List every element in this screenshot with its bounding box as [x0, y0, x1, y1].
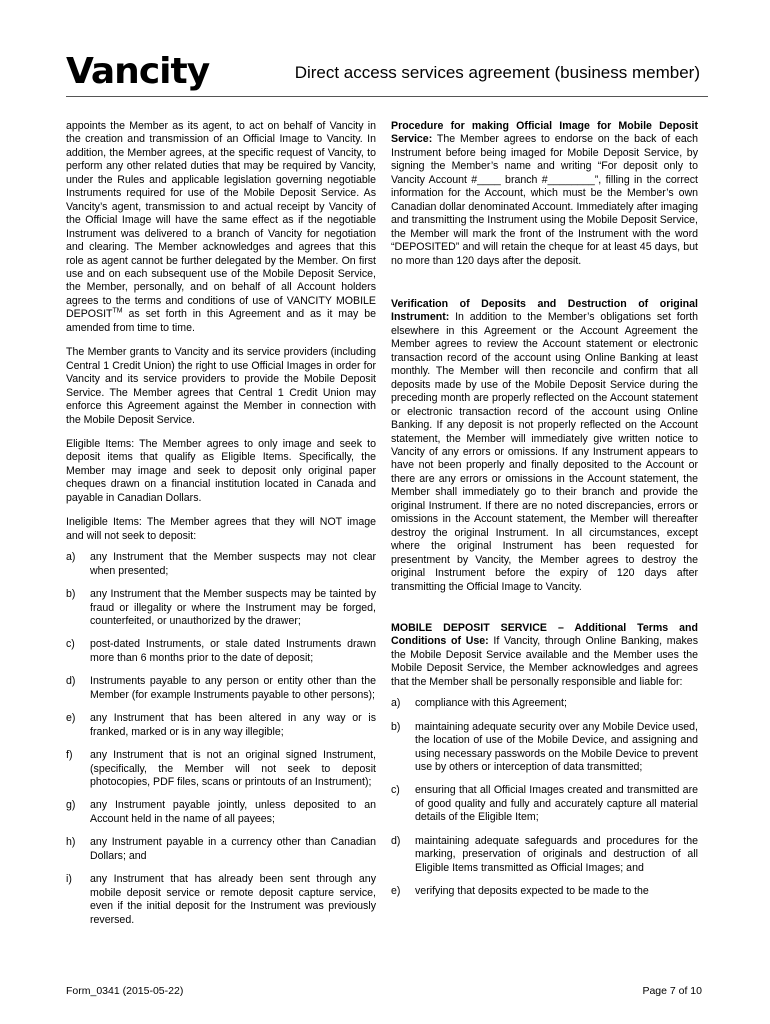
list-item: h) any Instrument payable in a currency other than Canadian Dollars; and [66, 836, 376, 862]
list-item: c) post-dated Instruments, or stale dated Instruments drawn more than 6 months prior to the date of deposit; [66, 638, 376, 664]
paragraph-agent-role: appoints the Member as its agent, to act on behalf of Vancity in the creation and transmission of an Official Image to Vancity. In addition, the Member agrees, at the specific request of Vancity, to perform any other related duties that may be required by Vancity, under the Rules and applicable legislation governing negotiable Instruments required for use of the Mobile Deposit Service. As Vancity’s agent, transmission to and actual receipt by Vancity of the Official Image will have the same effect as if the negotiable Instrument was delivered to a branch of Vancity for negotiation and clearing. The Member acknowledges and agrees that this role as agent cannot be further delegated by the Member. On first use and on each subsequent use of the Mobile Deposit Service, the Member, personally, and on behalf of all Account holders agrees to the terms and conditions of use of VANCITY MOBILE DEPOSIT™ as set forth in this Agreement and as it may be amended from time to time. [66, 120, 376, 334]
form-number: Form_0341 (2015-05-22) [66, 985, 184, 997]
list-item: i) any Instrument that has already been sent through any mobile deposit service or remote deposit capture service, even if the initial deposit for the Instrument was previously reversed. [66, 873, 376, 926]
page-number: Page 7 of 10 [642, 985, 702, 997]
list-item: d) Instruments payable to any person or entity other than the Member (for example Instruments payable to other persons); [66, 675, 376, 701]
list-item: c) ensuring that all Official Images created and transmitted are of good quality and fully and accurately capture all material details of the Eligible Item; [391, 784, 698, 824]
list-item: a) any Instrument that the Member suspects may not clear when presented; [66, 551, 376, 577]
section-additional-terms: MOBILE DEPOSIT SERVICE – Additional Terms and Conditions of Use: If Vancity, through Online Banking, makes the Mobile Deposit Service available and the Member uses the Mobile Deposit Service, the Member acknowledges and agrees that the Member shall be personally responsible and liable for: [391, 621, 698, 688]
header-divider [66, 96, 708, 97]
vancity-logo: Vancity [66, 51, 210, 92]
list-item: b) maintaining adequate security over any Mobile Device used, the location of use of the Mobile Device, and assigning and using necessary passwords on the Mobile Device to prevent use by others or interception of data transmitted; [391, 720, 698, 774]
trademark-mark: TM [112, 307, 123, 315]
document-title: Direct access services agreement (business member) [294, 63, 700, 82]
section-heading: Verification of Deposits and Destruction of original Instrument: [391, 297, 698, 324]
list-item: b) any Instrument that the Member suspects may be tainted by fraud or illegality or where the Instrument may be forged, counterfeited, or unauthorized by the drawer; [66, 588, 376, 627]
section-heading: Procedure for making Official Image for Mobile Deposit Service: [391, 120, 698, 146]
section-official-image-procedure: Procedure for making Official Image for Mobile Deposit Service: The Member agrees to endorse on the back of each Instrument before being imaged for Mobile Deposit Service, by signing the Member’s name and writing “For deposit only to Vancity Account #____ branch #________”, filling in the correct information for the Account, which must be the Member’s own Canadian dollar denominated Account. Immediately after imaging and transmitting the Instrument using the Mobile Deposit Service, the Member will mark the front of the Instrument with the word “DEPOSITED” and will retain the cheque for at least 45 days, but no more than 120 days after the deposit. [391, 120, 698, 267]
list-item: f) any Instrument that is not an original signed Instrument, (specifically, the Member will not seek to deposit photocopies, PDF files, scans or printouts of an Instrument); [66, 749, 376, 789]
section-verification-of-deposits: Verification of Deposits and Destruction of original Instrument: In addition to the Member’s obligations set forth elsewhere in this Agreement or the Account Agreement the Member agrees to review the Account statement or electronic transaction record of the account using Online Banking at least monthly. The Member will then reconcile and confirm that all deposits made by use of the Mobile Deposit Service during the preceding month are properly reflected on the Account statement or electronic transaction record of the account using Online Banking. If any deposit is not properly reflected on the Account statement, the Member will immediately give written notice to Vancity of any errors or omissions. If any Instrument appears to have not been properly and finally deposited to the Account or there are any errors or omissions in the Account statement, the Member shall immediately go to their branch and provide the original Instrument. If there are no noted discrepancies, errors or omissions in the Account statement, the Member will thereafter destroy the original Instrument. In all circumstances, except where the original Instrument has been requested for presentment by Vancity, the Member agrees to destroy the original Instrument before the expiry of 120 days after transmitting the Official Image to Vancity. [391, 297, 698, 593]
paragraph-eligible-items: Eligible Items: The Member agrees to only image and seek to deposit items that qualify as Eligible Items. Specifically, the Member may image and seek to deposit only original paper cheques drawn on a financial institution located in Canada and payable in Canadian Dollars. [66, 437, 376, 504]
left-column [66, 120, 376, 937]
section-heading: MOBILE DEPOSIT SERVICE – Additional Terms and Conditions of Use: [391, 621, 698, 648]
list-item: e) any Instrument that has been altered in any way or is franked, marked or is in any way illegible; [66, 712, 376, 738]
list-item: d) maintaining adequate safeguards and procedures for the marking, preservation of originals and destruction of all Eligible Items transmitted as Official Images; and [391, 834, 698, 874]
paragraph-ineligible-items: Ineligible Items: The Member agrees that they will NOT image and will not seek to deposit: [66, 516, 376, 542]
list-item: a) compliance with this Agreement; [391, 697, 567, 710]
list-item: g) any Instrument payable jointly, unless deposited to an Account held in the name of all payees; [66, 799, 376, 825]
right-column [391, 120, 698, 909]
list-item: e) verifying that deposits expected to be made to the [391, 885, 649, 898]
paragraph-service-providers: The Member grants to Vancity and its service providers (including Central 1 Credit Union) the right to use Official Images in order for Vancity and its service providers to provide the Mobile Deposit Service. The Member agrees that Central 1 Credit Union may enforce this Agreement against the Member in connection with the Mobile Deposit Service. [66, 346, 376, 426]
